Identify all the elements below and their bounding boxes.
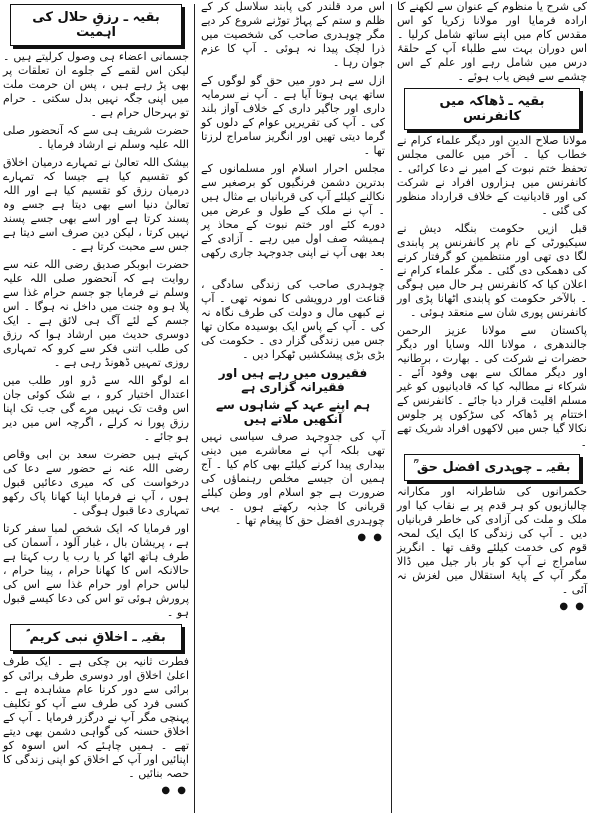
paragraph: اے لوگو اللہ سے ڈرو اور طلب میں اعتدال اختیار کرو ، بے شک کوئی جان اس وقت تک نہیں مرے گی جب تک اپنا رزق پورا نہ کرلے ، اگرچہ اس میں دیر ہو جائے ۔ bbox=[3, 374, 189, 443]
paragraph: جسمانی اعضاء ہی وصول کرلیتے ہیں ۔ لیکن اس لقمے کے جلوے ان تعلقات پر بھی پڑ رہے ہیں ، پس ان حرمت ملت میں اپنی جگہ نہیں بدل سکتی ۔ حرام تو بہرحال حرام ہے ۔ bbox=[3, 50, 189, 119]
paragraph: حکمرانوں کی شاطرانہ اور مکارانہ چالبازیوں کو ہر قدم پر بے نقاب کیا اور ملک و ملت کی آزادی کی خاطر قربانیاں دیں ۔ آپ کی زندگی کا ایک ایک لمحہ قوم کی خدمت کیلئے وقف تھا ۔ انگریز سامراج نے آپ کو بار بار جیل میں ڈالا مگر آپ کے پایۂ استقلال میں لغزش نہ آئی ۔ bbox=[397, 485, 587, 596]
paragraph: کہتے ہیں حضرت سعد بن ابی وقاص رضی اللہ عنہ نے حضور سے دعا کی درخواست کی کہ میری دعائیں قبول ہوں ، آپ نے فرمایا اپنا کھانا پاک رکھو تمہاری دعا قبول ہوگی ۔ bbox=[3, 448, 189, 517]
paragraph: حضرت شریف ہی سے کہ آنحضور صلی اللہ علیہ وسلم نے ارشاد فرمایا ۔ bbox=[3, 124, 189, 151]
end-marker: ● ● bbox=[559, 601, 586, 612]
paragraph: ازل سے ہر دور میں حق گو لوگوں کے ساتھ یہی ہوتا آیا ہے ۔ آپ نے سرمایہ داری اور جاگیر داری کے خلاف آواز بلند کی ۔ آپ کی تقریریں عوام کے دلوں کو گرما دیتی تھیں اور انگریز سامراج لرزتا تھا ۔ bbox=[201, 74, 385, 157]
column-divider bbox=[194, 4, 195, 813]
paragraph: حضرت ابوبکر صدیق رضی اللہ عنہ سے روایت ہے کہ آنحضور صلی اللہ علیہ وسلم نے فرمایا جو جسم حرام غذا سے پلا ہو وہ جنت میں داخل نہ ہوگا ۔ اس جسم کے لئے آگ ہی لائق ہے ۔ ایک دوسری حدیث میں ارشاد ہوا کہ رزق کی طلب اتنی فکر سے کرو کہ تمہاری روزی تمہیں ڈھونڈ رہی ہے ۔ bbox=[3, 258, 189, 369]
article-heading-halal-rizq: بقیہ ـ رزقِ حلال کی اہمیت bbox=[10, 4, 182, 46]
article-heading-akhlaq: بقیہ ـ اخلاقِ نبی کریم ؐ bbox=[10, 624, 182, 651]
article-column-left bbox=[0, 0, 192, 817]
paragraph: مجلس احرار اسلام اور مسلمانوں کے بدترین دشمن فرنگیوں کو برصغیر سے نکالنے کیلئے آپ کی قربانیاں بے مثال ہیں ۔ آپ نے ملک کے طول و عرض میں دورے کئے اور ختم نبوت کے محاذ پر ہمیشہ صف اول میں رہے ۔ آزادی کے بعد بھی آپ نے اپنی جدوجہد جاری رکھی ۔ bbox=[201, 162, 385, 273]
column-divider bbox=[391, 4, 392, 813]
paragraph: آپ کی جدوجہد صرف سیاسی نہیں تھی بلکہ آپ نے معاشرے میں دینی بیداری پیدا کرنے کیلئے بھی کام کیا ۔ آج ہمیں ان جیسے مخلص رہنماؤں کی ضرورت ہے جو اسلام اور وطن کیلئے قربانی کا جذبہ رکھتے ہوں ۔ یہی چوہدری افضل حق کا پیغام تھا ۔ bbox=[201, 430, 385, 527]
article-column-middle bbox=[198, 0, 388, 817]
paragraph: چوہدری صاحب کی زندگی سادگی ، قناعت اور درویشی کا نمونہ تھی ۔ آپ نے کبھی مال و دولت کی طرف نگاہ نہ کی ۔ آپ کے پاس ایک بوسیدہ مکان تھا جس میں زندگی گزار دی ۔ حکومت کی بڑی بڑی پیشکشیں ٹھکرا دیں ۔ bbox=[201, 278, 385, 361]
paragraph: اور فرمایا کہ ایک شخص لمبا سفر کرتا ہے ، پریشان بال ، غبار آلود ، آسمان کی طرف ہاتھ اٹھا کر یا رب یا رب کہتا ہے حالانکہ اس کا کھانا حرام ، پینا حرام ، لباس حرام اور حرام غذا سے اس کی پرورش ہوئی تو اس کی دعا کیسے قبول ہو ۔ bbox=[3, 522, 189, 619]
paragraph: مولانا صلاح الدین اور دیگر علماء کرام نے خطاب کیا ۔ آخر میں عالمی مجلس تحفظ ختم نبوت کے امیر نے دعا کرائی ۔ کانفرنس میں ہزاروں افراد نے شرکت کی اور قادیانیت کے خلاف قرارداد منظور کی گئی ۔ bbox=[397, 134, 587, 217]
paragraph: فطرت ثانیہ بن چکی ہے ۔ ایک طرف اعلیٰ اخلاق اور دوسری طرف برائی کو برائی سے دور کرنا عام مشاہدہ ہے ۔ کسی فرد کی طرف سے آپ کو تکلیف پہنچی مگر آپ نے درگزر فرمایا ۔ آپ کے اخلاق حسنہ کی گواہی دشمن بھی دیتے تھے ۔ ہمیں چاہئے کہ اس اسوہ کو اپنائیں اور آپ کے اخلاق کو اپنی زندگی کا حصہ بنائیں ۔ bbox=[3, 655, 189, 780]
paragraph: بیشک اللہ تعالیٰ نے تمہارے درمیان اخلاق کو تقسیم کیا ہے جیسا کہ تمہارے درمیان رزق کو تقسیم کیا ہے اور اللہ تعالیٰ دنیا اسے بھی دیتا ہے جسے وہ پسند کرتا ہے اور اسے بھی جسے پسند نہیں کرتا ، لیکن دین صرف اسے دیتا ہے جس سے محبت کرتا ہے ۔ bbox=[3, 156, 189, 253]
paragraph: کی شرح یا منظوم کے عنوان سے لکھنے کا ارادہ فرمایا اور مولانا زکریا کو اس مقدس کام میں اپنے ساتھ شامل کرلیا ۔ اس دوران بہت سے طلباء آپ کے حلقۂ درس میں شامل رہے اور علم کے اس چشمے سے فیض یاب ہوئے ۔ bbox=[397, 0, 587, 83]
paragraph: قبل ازیں حکومت بنگلہ دیش نے سیکیورٹی کے نام پر کانفرنس پر پابندی لگا دی تھی اور منتظمین کو گرفتار کرنے کی دھمکی دی گئی ۔ مگر علماء کرام نے اعلان کیا کہ کانفرنس ہر حال میں ہوگی ۔ بالآخر حکومت کو پابندی اٹھانا پڑی اور کانفرنس پوری شان سے منعقد ہوئی ۔ bbox=[397, 222, 587, 319]
verse-line: ہم اپنے عہد کے شاہوں سے آنکھیں ملاتے ہیں bbox=[216, 398, 370, 426]
end-marker: ● ● bbox=[357, 532, 384, 543]
article-heading-afzal-haq: بقیہ ـ چوہدری افضل حق ؒ bbox=[404, 454, 580, 481]
paragraph: پاکستان سے مولانا عزیز الرحمن جالندھری ، مولانا اللہ وسایا اور دیگر حضرات نے شرکت کی ۔ بھارت ، برطانیہ اور دیگر ممالک سے بھی وفود آئے ۔ شرکاء نے مطالبہ کیا کہ قادیانیوں کو غیر مسلم اقلیت قرار دیا جائے ۔ کانفرنس کے اختتام پر ڈھاکہ کی سڑکوں پر جلوس نکالا گیا جس میں لاکھوں افراد شریک تھے ۔ bbox=[397, 324, 587, 449]
article-column-right bbox=[394, 0, 590, 817]
end-marker: ● ● bbox=[161, 785, 188, 796]
verse-line: فقیروں میں رہے ہیں اور فقیرانہ گزاری ہے bbox=[218, 366, 368, 394]
article-heading-dhaka-conference: بقیہ ـ ڈھاکہ میں کانفرنس bbox=[404, 88, 580, 130]
paragraph: اس مرد قلندر کی پابند سلاسل کر کے ظلم و ستم کے پہاڑ توڑنے شروع کر دیے مگر چوہدری صاحب کی شخصیت میں ذرا لچک پیدا نہ ہوئی ۔ آپ کا عزم جوان رہا ۔ bbox=[201, 0, 385, 69]
